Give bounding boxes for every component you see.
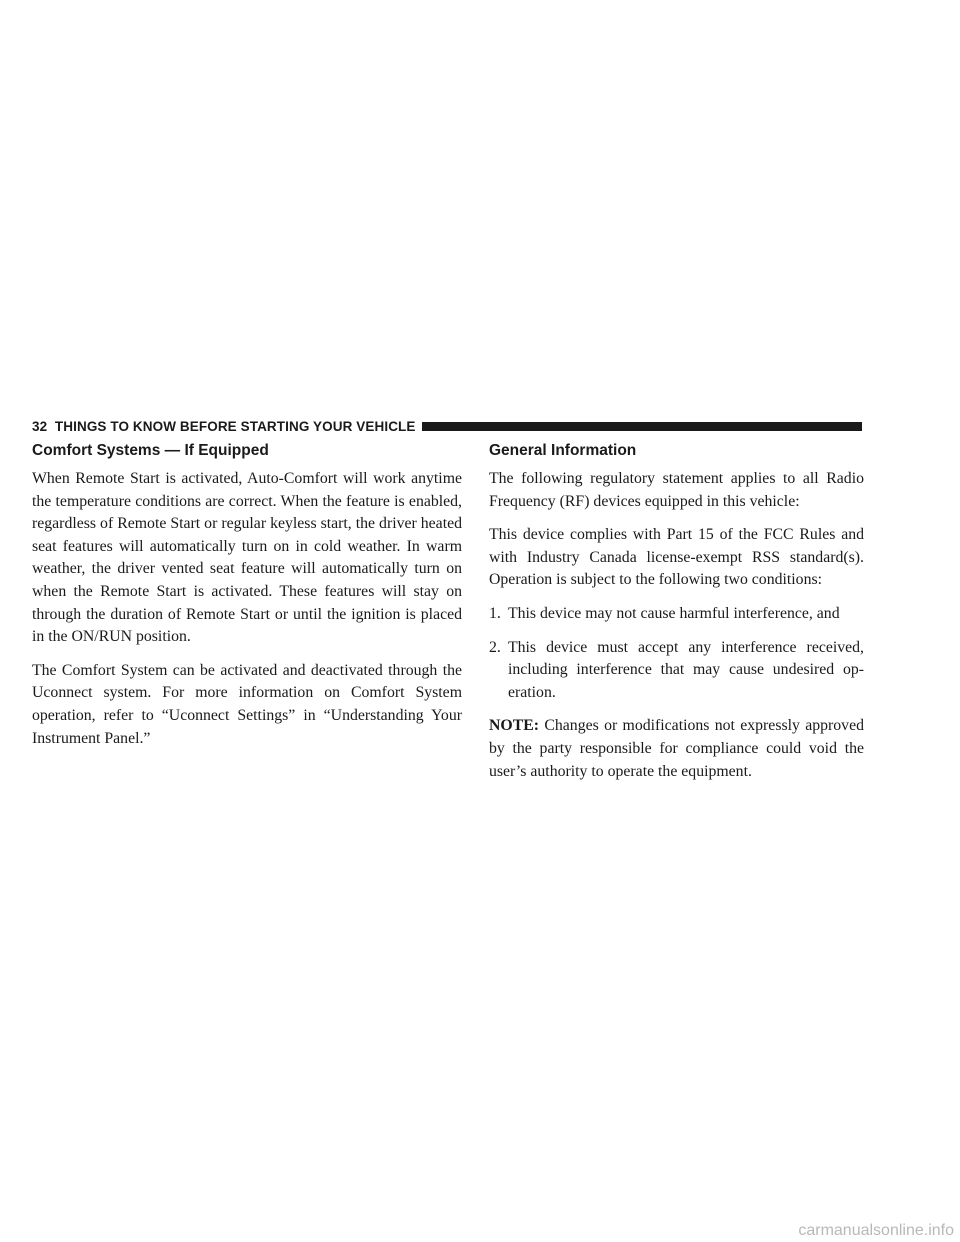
condition-text: This device must accept any interference received, including interference that may cause undesired op- eration. <box>508 638 864 701</box>
comfort-systems-heading: Comfort Systems — If Equipped <box>32 442 269 459</box>
right-column <box>489 441 864 794</box>
condition-item-1 <box>489 603 864 626</box>
general-paragraph-2: This device complies with Part 15 of the FCC Rules and with Industry Canada license-exempt RSS standard(s). Operation is subject to the following two conditions: <box>489 526 864 589</box>
page-number: 32 <box>32 418 48 434</box>
note-text: Changes or modifications not expressly approved by the party responsible for compliance could void the user’s authority to operate the equipment. <box>489 717 864 780</box>
left-column <box>32 441 462 761</box>
page-header <box>32 417 862 435</box>
comfort-paragraph-1: When Remote Start is activated, Auto-Comfort will work anytime the temperature conditions are correct. When the feature is enabled, regardless of Remote Start or regular keyless start, the driver heated seat features will automatically turn on in cold weather. In warm weather, the driver vented seat feature will automatically turn on when the Remote Start is activated. These features will stay on through the duration of Remote Start or until the ignition is placed in the ON/RUN position. <box>32 470 462 646</box>
note-paragraph <box>489 715 864 783</box>
condition-number: 2. <box>489 638 501 656</box>
note-label: NOTE: <box>489 717 540 735</box>
chapter-title: THINGS TO KNOW BEFORE STARTING YOUR VEHICLE <box>54 418 416 434</box>
condition-item-2 <box>489 637 864 705</box>
general-paragraph-1: The following regulatory statement applies to all Radio Frequency (RF) devices equipped in this vehicle: <box>489 470 864 510</box>
page-header-text <box>32 419 416 434</box>
watermark: carmanualsonline.info <box>798 1222 954 1239</box>
condition-number: 1. <box>489 604 501 622</box>
comfort-paragraph-2: The Comfort System can be activated and deactivated through the Uconnect system. For more information on Comfort System operation, refer to “Uconnect Settings” in “Understanding Your Instrument Panel.” <box>32 661 462 747</box>
condition-text: This device may not cause harmful interference, and <box>508 604 840 622</box>
header-rule <box>422 422 863 431</box>
general-information-heading: General Information <box>489 442 637 459</box>
